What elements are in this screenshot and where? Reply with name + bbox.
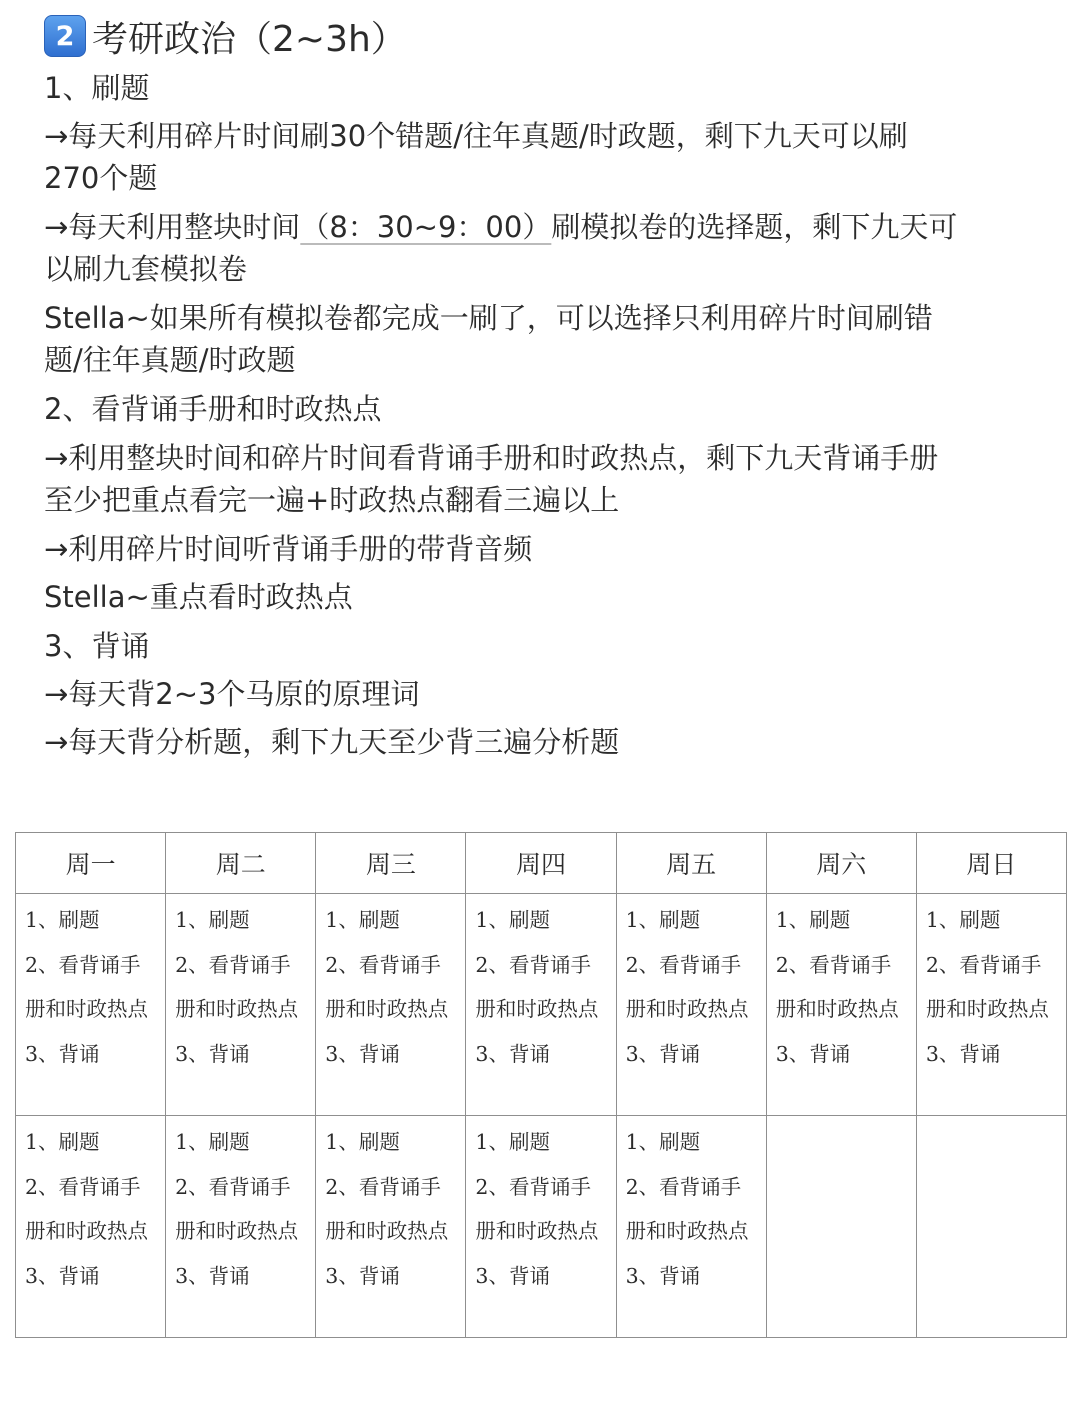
schedule-body: [16, 894, 1067, 1338]
task-item-3: 3、背诵: [325, 1263, 400, 1288]
day-header-tue: 周二: [166, 833, 316, 894]
task-item-1: 1、刷题: [175, 1130, 250, 1154]
section-1-heading: 1、刷题: [44, 71, 150, 105]
weekly-schedule-table: [15, 832, 1067, 1338]
section-3-item-1: →每天背2~3个马原的原理词: [44, 677, 420, 711]
task-item-2: 2、看背诵手册和时政热点: [475, 952, 599, 1021]
section-1-item-2-line-2: 以刷九套模拟卷: [44, 252, 248, 286]
task-item-3: 3、背诵: [175, 1263, 250, 1288]
time-range-text: （8：30~9：00）: [300, 210, 552, 244]
task-item-3: 3、背诵: [25, 1041, 100, 1066]
section-2-heading: 2、看背诵手册和时政热点: [44, 392, 382, 426]
section-3-item-2: →每天背分析题，剩下九天至少背三遍分析题: [44, 725, 620, 759]
task-item-3: 3、背诵: [25, 1263, 100, 1288]
day-header-mon: 周一: [16, 833, 166, 894]
section-1-item-1-line-1: →每天利用碎片时间刷30个错题/往年真题/时政题，剩下九天可以刷: [44, 119, 908, 153]
schedule-cell-week1-sun: [916, 894, 1066, 1116]
task-item-1: 1、刷题: [325, 908, 400, 932]
task-item-2: 2、看背诵手册和时政热点: [325, 952, 449, 1021]
schedule-cell-week2-sun: [916, 1116, 1066, 1338]
day-header-sat: 周六: [766, 833, 916, 894]
task-item-3: 3、背诵: [775, 1041, 851, 1066]
task-item-1: 1、刷题: [625, 1130, 701, 1154]
task-item-2: 2、看背诵手册和时政热点: [625, 952, 749, 1021]
task-item-3: 3、背诵: [475, 1041, 550, 1066]
schedule-cell-week1-sat: [766, 894, 916, 1116]
section-2-item-2: →利用碎片时间听背诵手册的带背音频: [44, 532, 533, 566]
task-item-2: 2、看背诵手册和时政热点: [475, 1174, 599, 1243]
task-item-1: 1、刷题: [25, 1130, 100, 1154]
section-2-item-1-line-1: →利用整块时间和碎片时间看背诵手册和时政热点，剩下九天背诵手册: [44, 441, 939, 475]
section-1-tip-line-2: 题/往年真题/时政题: [44, 343, 296, 377]
task-item-3: 3、背诵: [625, 1263, 701, 1288]
schedule-week-row: [16, 894, 1067, 1116]
schedule-cell-week2-fri: [616, 1116, 766, 1338]
task-item-2: 2、看背诵手册和时政热点: [175, 952, 299, 1021]
page-title: [44, 10, 407, 62]
task-item-1: 1、刷题: [625, 908, 701, 932]
schedule-cell-week2-sat: [766, 1116, 916, 1338]
task-item-3: 3、背诵: [325, 1041, 400, 1066]
task-item-2: 2、看背诵手册和时政热点: [925, 952, 1049, 1021]
schedule-week-row: [16, 1116, 1067, 1338]
section-3-heading: 3、背诵: [44, 629, 150, 663]
section-2-tip: Stella~重点看时政热点: [44, 580, 353, 614]
section-1-item-2-line-1: →每天利用整块时间（8：30~9：00）刷模拟卷的选择题，剩下九天可: [44, 210, 958, 244]
schedule-cell-week1-fri: [616, 894, 766, 1116]
task-item-1: 1、刷题: [925, 908, 1001, 932]
task-item-1: 1、刷题: [775, 908, 851, 932]
day-header-wed: 周三: [316, 833, 466, 894]
section-1-tip-line-1: Stella~如果所有模拟卷都完成一刷了，可以选择只利用碎片时间刷错: [44, 301, 933, 335]
task-item-3: 3、背诵: [175, 1041, 250, 1066]
schedule-cell-week1-thu: [466, 894, 616, 1116]
title-text: 考研政治（2~3h）: [92, 18, 407, 60]
task-item-2: 2、看背诵手册和时政热点: [775, 952, 899, 1021]
task-item-3: 3、背诵: [625, 1041, 701, 1066]
schedule-cell-week1-mon: [16, 894, 166, 1116]
task-item-2: 2、看背诵手册和时政热点: [175, 1174, 299, 1243]
task-item-1: 1、刷题: [175, 908, 250, 932]
task-item-3: 3、背诵: [925, 1041, 1001, 1066]
schedule-cell-week2-thu: [466, 1116, 616, 1338]
section-1-item-1-line-2: 270个题: [44, 161, 158, 195]
day-header-thu: 周四: [466, 833, 616, 894]
task-item-2: 2、看背诵手册和时政热点: [25, 1174, 148, 1243]
task-item-3: 3、背诵: [475, 1263, 550, 1288]
schedule-cell-week2-wed: [316, 1116, 466, 1338]
task-item-1: 1、刷题: [25, 908, 100, 932]
schedule-header-row: [16, 833, 1067, 894]
schedule-cell-week2-mon: [16, 1116, 166, 1338]
task-item-2: 2、看背诵手册和时政热点: [25, 952, 148, 1021]
task-item-2: 2、看背诵手册和时政热点: [325, 1174, 449, 1243]
day-header-fri: 周五: [616, 833, 766, 894]
task-item-1: 1、刷题: [475, 1130, 550, 1154]
schedule-cell-week1-tue: [166, 894, 316, 1116]
task-item-1: 1、刷题: [475, 908, 550, 932]
task-item-1: 1、刷题: [325, 1130, 400, 1154]
day-header-sun: 周日: [916, 833, 1066, 894]
schedule-cell-week1-wed: [316, 894, 466, 1116]
schedule-cell-week2-tue: [166, 1116, 316, 1338]
keycap-two-icon: 2: [44, 15, 86, 57]
task-item-2: 2、看背诵手册和时政热点: [625, 1174, 749, 1243]
section-2-item-1-line-2: 至少把重点看完一遍+时政热点翻看三遍以上: [44, 483, 620, 517]
